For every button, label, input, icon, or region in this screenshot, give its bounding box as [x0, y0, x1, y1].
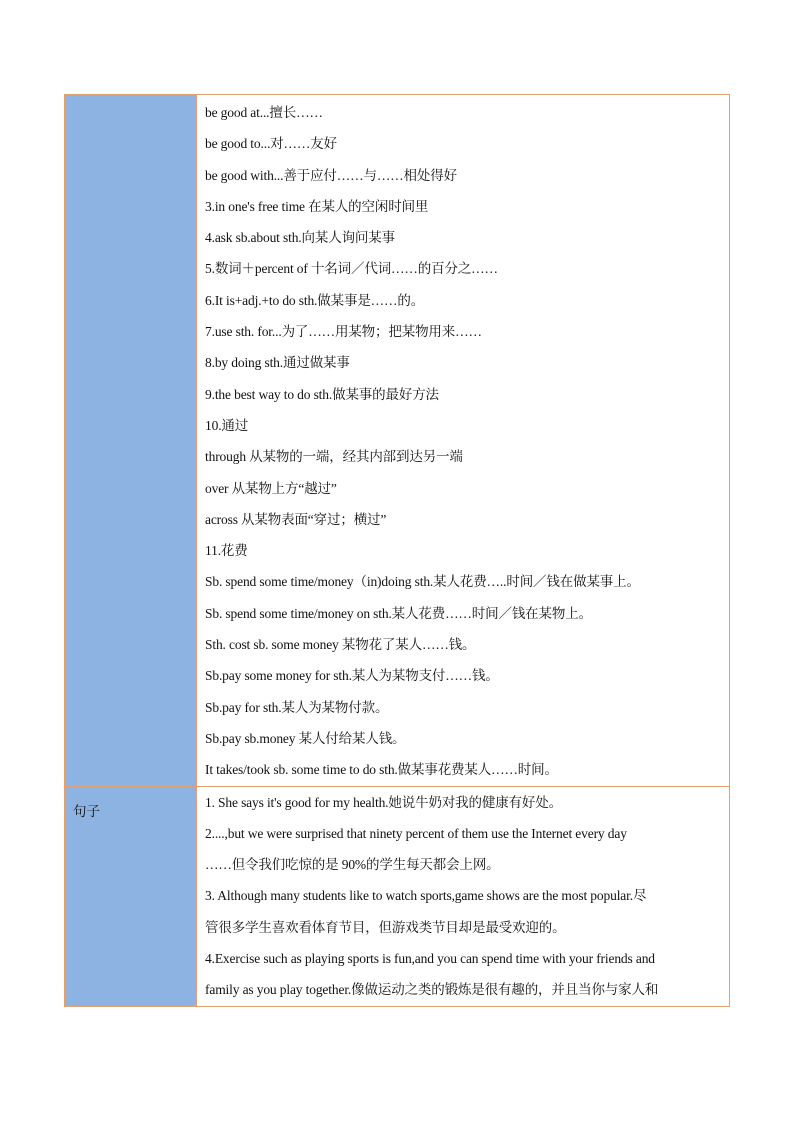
text-line: 管很多学生喜欢看体育节目，但游戏类节目却是最受欢迎的。 — [205, 919, 566, 935]
table-row-vocabulary — [65, 95, 730, 787]
text-line: Sb. spend some time/money（in)doing sth.某人花费…..时间／钱在做某事上。 — [205, 574, 640, 590]
text-line: be good at...擅长…… — [205, 105, 323, 120]
content-table — [64, 94, 730, 1007]
row-label-cell-vocabulary — [65, 95, 197, 787]
row-content-cell-vocabulary — [197, 95, 730, 787]
text-line: family as you play together.像做运动之类的锻炼是很有趣的，并且当你与家人和 — [205, 982, 659, 998]
text-line: It takes/took sb. some time to do sth.做某事花费某人……时间。 — [205, 762, 558, 778]
row-label-vocabulary — [65, 95, 196, 111]
text-line: 3.in one's free time 在某人的空闲时间里 — [205, 198, 429, 214]
vocabulary-lines — [205, 95, 729, 786]
sentence-lines — [205, 787, 729, 1006]
text-line: 4.ask sb.about sth.向某人询问某事 — [205, 230, 395, 246]
text-line: 2....,but we were surprised that ninety percent of them use the Internet every day — [205, 825, 627, 841]
text-line: 4.Exercise such as playing sports is fun,and you can spend time with your friends and — [205, 951, 655, 967]
text-line: over 从某物上方“越过” — [205, 480, 337, 496]
table-row-sentences — [65, 786, 730, 1006]
text-line: 7.use sth. for...为了……用某物；把某物用来…… — [205, 324, 482, 340]
text-line: Sb.pay sb.money 某人付给某人钱。 — [205, 730, 406, 746]
text-line: 11.花费 — [205, 543, 248, 559]
text-line: Sth. cost sb. some money 某物花了某人……钱。 — [205, 637, 476, 653]
text-line: Sb. spend some time/money on sth.某人花费……时间／钱在某物上。 — [205, 605, 592, 621]
text-line: 6.It is+adj.+to do sth.做某事是……的。 — [205, 292, 425, 308]
text-line: 1. She says it's good for my health.她说牛奶对我的健康有好处。 — [205, 794, 562, 810]
text-line: 8.by doing sth.通过做某事 — [205, 355, 350, 371]
row-label-cell-sentences — [65, 786, 197, 1006]
row-label-sentences: 句子 — [73, 803, 100, 819]
text-line: Sb.pay some money for sth.某人为某物支付……钱。 — [205, 668, 499, 684]
text-line: Sb.pay for sth.某人为某物付款。 — [205, 699, 389, 715]
text-line: ……但令我们吃惊的是 90%的学生每天都会上网。 — [205, 857, 500, 873]
text-line: be good with...善于应付……与……相处得好 — [205, 167, 457, 183]
text-line: across 从某物表面“穿过；横过” — [205, 511, 387, 527]
text-line: 9.the best way to do sth.做某事的最好方法 — [205, 386, 439, 402]
row-content-cell-sentences — [197, 786, 730, 1006]
text-line: 10.通过 — [205, 417, 249, 433]
text-line: through 从某物的一端，经其内部到达另一端 — [205, 449, 463, 465]
text-line: 3. Although many students like to watch sports,game shows are the most popular.尽 — [205, 888, 647, 904]
text-line: 5.数词＋percent of 十名词／代词……的百分之…… — [205, 261, 498, 277]
text-line: be good to...对……友好 — [205, 136, 337, 152]
